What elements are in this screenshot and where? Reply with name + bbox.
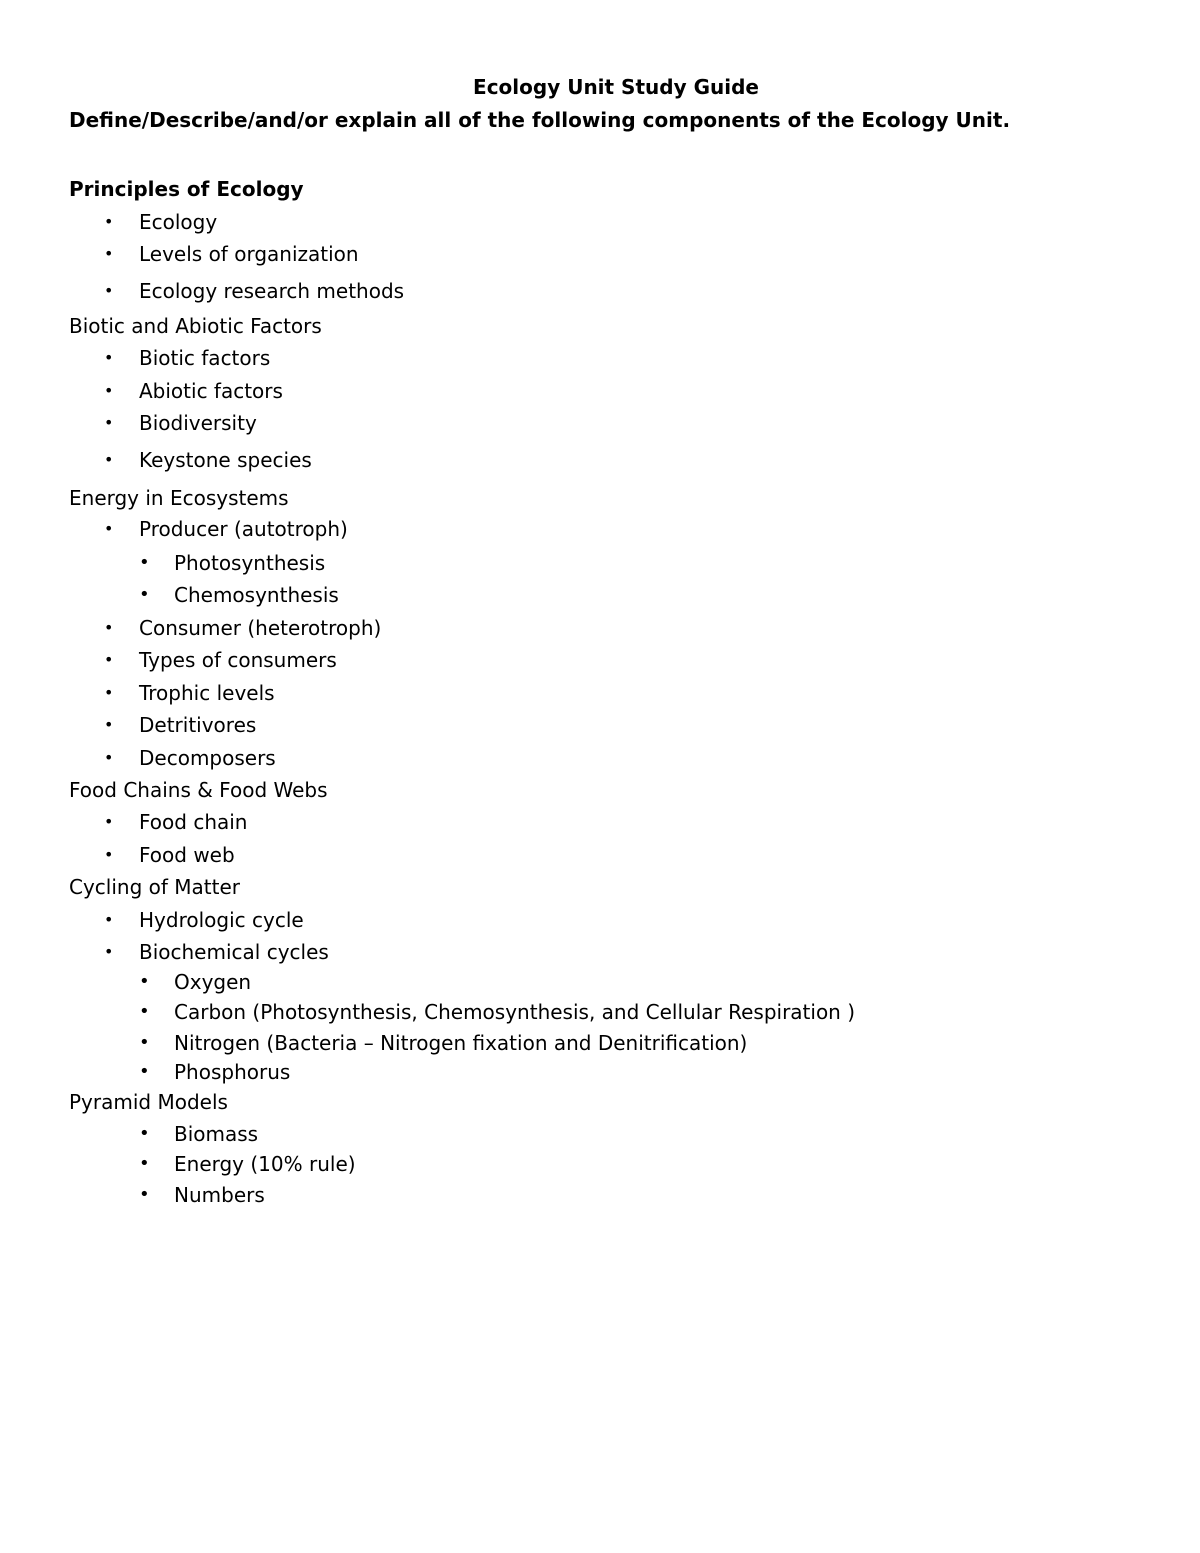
- bullet-icon: •: [104, 244, 114, 263]
- list-item: • Hydrologic cycle: [104, 908, 304, 932]
- list-item: • Ecology research methods: [104, 279, 405, 303]
- bullet-icon: •: [104, 212, 114, 231]
- list-item: • Chemosynthesis: [139, 583, 339, 607]
- list-item: • Phosphorus: [139, 1060, 291, 1084]
- bullet-icon: •: [104, 519, 114, 538]
- bullet-icon: •: [104, 381, 114, 400]
- list-item: • Types of consumers: [104, 648, 337, 672]
- bullet-icon: •: [104, 683, 114, 702]
- list-item: • Detritivores: [104, 713, 257, 737]
- bullet-icon: •: [104, 618, 114, 637]
- list-item: • Energy (10% rule): [139, 1152, 356, 1176]
- list-item: • Carbon (Photosynthesis, Chemosynthesis, and Cellular Respiration ): [139, 1000, 856, 1024]
- list-item: • Abiotic factors: [104, 379, 283, 403]
- list-item: • Ecology: [104, 210, 218, 234]
- section-heading-biotic: Biotic and Abiotic Factors: [69, 314, 322, 338]
- list-item: • Keystone species: [104, 448, 312, 472]
- bullet-icon: •: [139, 552, 150, 573]
- list-item: • Biochemical cycles: [104, 940, 329, 964]
- page-title: Ecology Unit Study Guide: [473, 75, 759, 99]
- bullet-icon: •: [139, 1001, 150, 1022]
- bullet-icon: •: [104, 715, 114, 734]
- bullet-icon: •: [139, 1123, 150, 1144]
- list-item: • Biotic factors: [104, 346, 271, 370]
- bullet-icon: •: [104, 812, 114, 831]
- list-item: • Numbers: [139, 1183, 265, 1207]
- bullet-icon: •: [104, 845, 114, 864]
- section-heading-pyramid: Pyramid Models: [69, 1090, 228, 1114]
- bullet-icon: •: [104, 910, 114, 929]
- bullet-icon: •: [104, 413, 114, 432]
- list-item: • Levels of organization: [104, 242, 359, 266]
- bullet-icon: •: [139, 1061, 150, 1082]
- bullet-icon: •: [104, 450, 114, 469]
- instructions: Define/Describe/and/or explain all of the following components of the Ecology Unit.: [69, 108, 1011, 132]
- list-item: • Biodiversity: [104, 411, 257, 435]
- list-item: • Decomposers: [104, 746, 276, 770]
- bullet-icon: •: [104, 942, 114, 961]
- section-heading-energy: Energy in Ecosystems: [69, 486, 289, 510]
- bullet-icon: •: [104, 281, 114, 300]
- list-item: • Oxygen: [139, 970, 252, 994]
- list-item: • Food chain: [104, 810, 248, 834]
- section-heading-cycling: Cycling of Matter: [69, 875, 240, 899]
- list-item: • Biomass: [139, 1122, 259, 1146]
- list-item: • Producer (autotroph): [104, 517, 348, 541]
- list-item: • Food web: [104, 843, 235, 867]
- list-item: • Trophic levels: [104, 681, 275, 705]
- bullet-icon: •: [139, 1032, 150, 1053]
- bullet-icon: •: [139, 1184, 150, 1205]
- bullet-icon: •: [139, 971, 150, 992]
- bullet-icon: •: [139, 584, 150, 605]
- bullet-icon: •: [104, 348, 114, 367]
- section-heading-food-chains: Food Chains & Food Webs: [69, 778, 328, 802]
- section-heading-principles: Principles of Ecology: [69, 177, 304, 201]
- list-item: • Consumer (heterotroph): [104, 616, 382, 640]
- bullet-icon: •: [104, 748, 114, 767]
- bullet-icon: •: [139, 1153, 150, 1174]
- list-item: • Nitrogen (Bacteria – Nitrogen fixation and Denitrification): [139, 1031, 748, 1055]
- bullet-icon: •: [104, 650, 114, 669]
- list-item: • Photosynthesis: [139, 551, 326, 575]
